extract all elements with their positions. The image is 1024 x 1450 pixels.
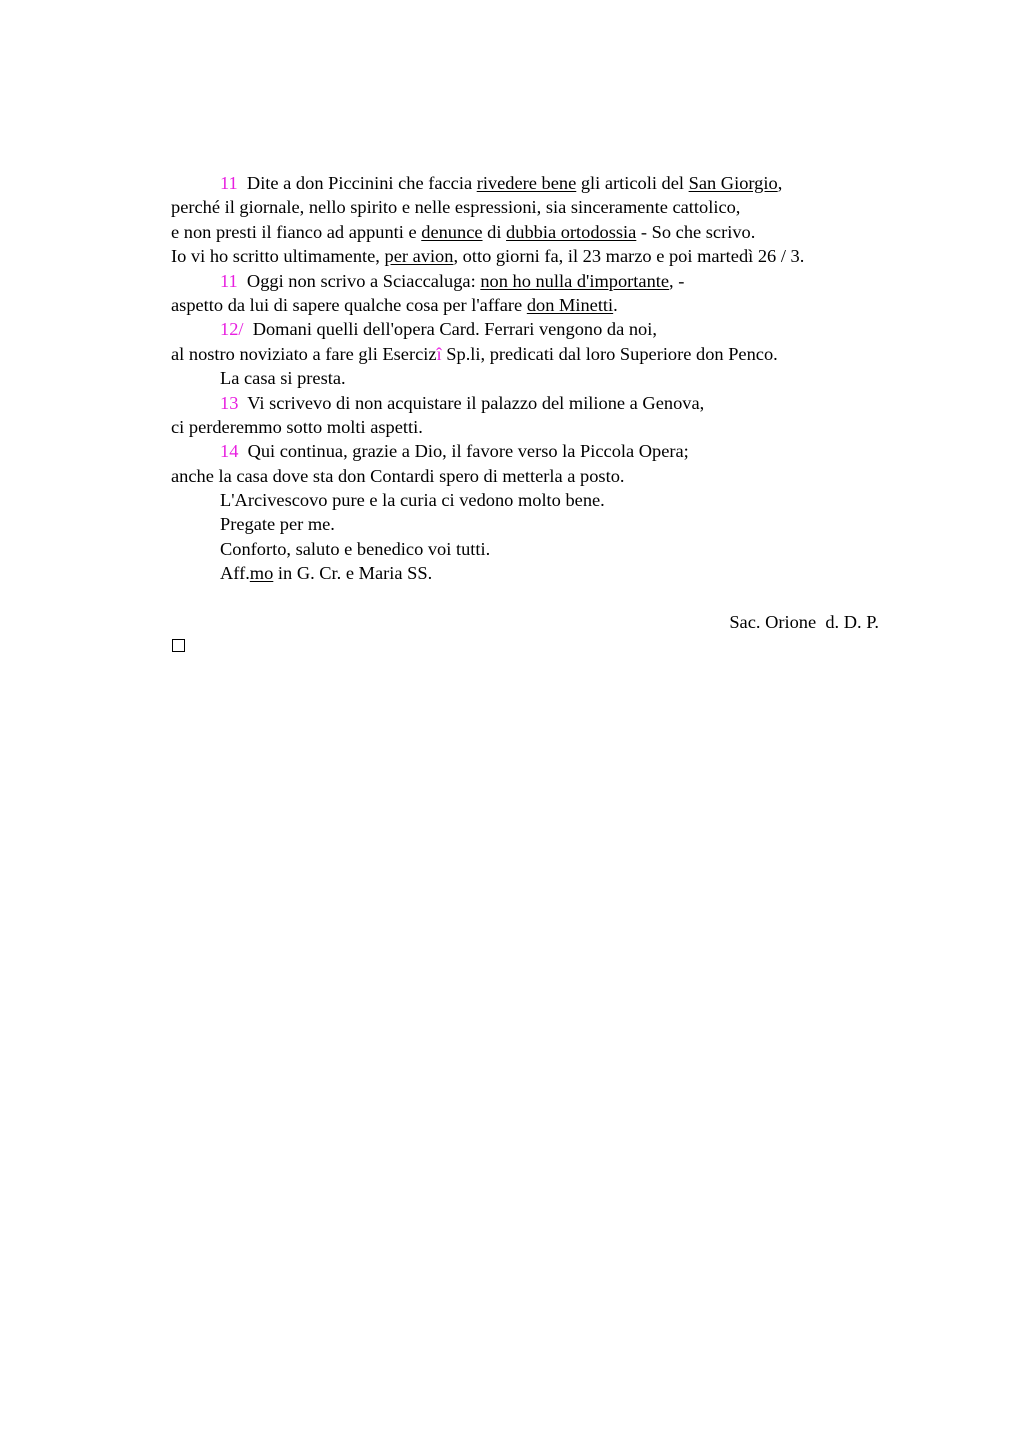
letter-body: [171, 171, 891, 634]
text-segment: al nostro noviziato a fare gli Esercizî: [171, 343, 442, 364]
text-segment: ci perderemmo sotto molti aspetti.: [171, 416, 423, 437]
text-segment: Vi scrivevo di non acquistare il palazzo del milione a Genova,: [238, 392, 705, 413]
text-segment: Conforto, saluto e benedico voi tutti.: [220, 538, 491, 559]
text-segment: Aff.: [220, 563, 250, 584]
text-line: [171, 439, 891, 463]
underlined-text: don Minetti: [526, 294, 614, 315]
text-segment: gli articoli del: [576, 173, 689, 193]
text-segment: perché il giornale, nello spirito e nelle espressioni, sia sinceramente cattolico,: [171, 197, 741, 218]
text-segment: e non presti il fianco ad appunti e: [171, 221, 422, 242]
text-segment: L'Arcivescovo pure e la curia ci vedono molto bene.: [220, 490, 605, 511]
text-line: [171, 342, 891, 366]
underlined-text: per avion: [384, 246, 454, 267]
text-segment: Pregate per me.: [220, 514, 335, 535]
text-line: [171, 391, 891, 415]
text-line: [171, 195, 891, 219]
text-segment: - So che scrivo.: [636, 221, 756, 242]
letter-lines: [171, 171, 891, 586]
text-segment: ,: [777, 173, 783, 193]
text-segment: di: [482, 221, 507, 242]
text-segment: in G. Cr. e Maria SS.: [273, 563, 433, 584]
paragraph-number: 11: [220, 173, 238, 193]
text-segment: La casa si presta.: [220, 368, 346, 389]
paragraph-number: 12/: [220, 319, 244, 340]
text-segment: anche la casa dove sta don Contardi spero di metterla a posto.: [171, 465, 625, 486]
text-line: [171, 537, 891, 561]
text-line: [171, 512, 891, 536]
signature: Sac. Orione d. D. P.: [729, 612, 879, 633]
underlined-text: San Giorgio: [688, 173, 778, 193]
text-segment: Io vi ho scritto ultimamente,: [171, 246, 385, 267]
text-line: [171, 464, 891, 488]
text-segment: Dite a don Piccinini che faccia: [237, 173, 477, 193]
text-line: [171, 488, 891, 512]
paragraph-number: 13: [220, 392, 239, 413]
underlined-text: non ho nulla d'importante: [480, 270, 670, 291]
underlined-text: denunce: [421, 221, 483, 242]
text-segment: .: [613, 294, 618, 315]
text-segment: , -: [669, 270, 685, 291]
underlined-text: mo: [249, 563, 274, 584]
underlined-text: dubbia ortodossia: [506, 221, 637, 242]
text-line: [171, 317, 891, 341]
underlined-text: rivedere bene: [476, 173, 577, 193]
text-segment: aspetto da lui di sapere qualche cosa per l'affare: [171, 294, 527, 315]
text-line: [171, 171, 891, 195]
paragraph-number: 14: [220, 441, 239, 462]
text-segment: Domani quelli dell'opera Card. Ferrari vengono da noi,: [243, 319, 657, 340]
annotation-mark: î: [436, 343, 442, 364]
square-outline-icon: [172, 639, 185, 652]
text-line: [171, 293, 891, 317]
text-line: [171, 269, 891, 293]
paragraph-number: 11: [220, 270, 238, 291]
text-line: [171, 220, 891, 244]
text-line: [171, 415, 891, 439]
text-line: [171, 561, 891, 585]
text-segment: , otto giorni fa, il 23 marzo e poi martedì 26 / 3.: [453, 246, 805, 267]
text-segment: Oggi non scrivo a Sciaccaluga:: [237, 270, 481, 291]
text-line: [171, 244, 891, 268]
text-segment: Sp.li, predicati dal loro Superiore don Penco.: [441, 343, 778, 364]
text-line: [171, 366, 891, 390]
text-segment: Qui continua, grazie a Dio, il favore verso la Piccola Opera;: [238, 441, 689, 462]
